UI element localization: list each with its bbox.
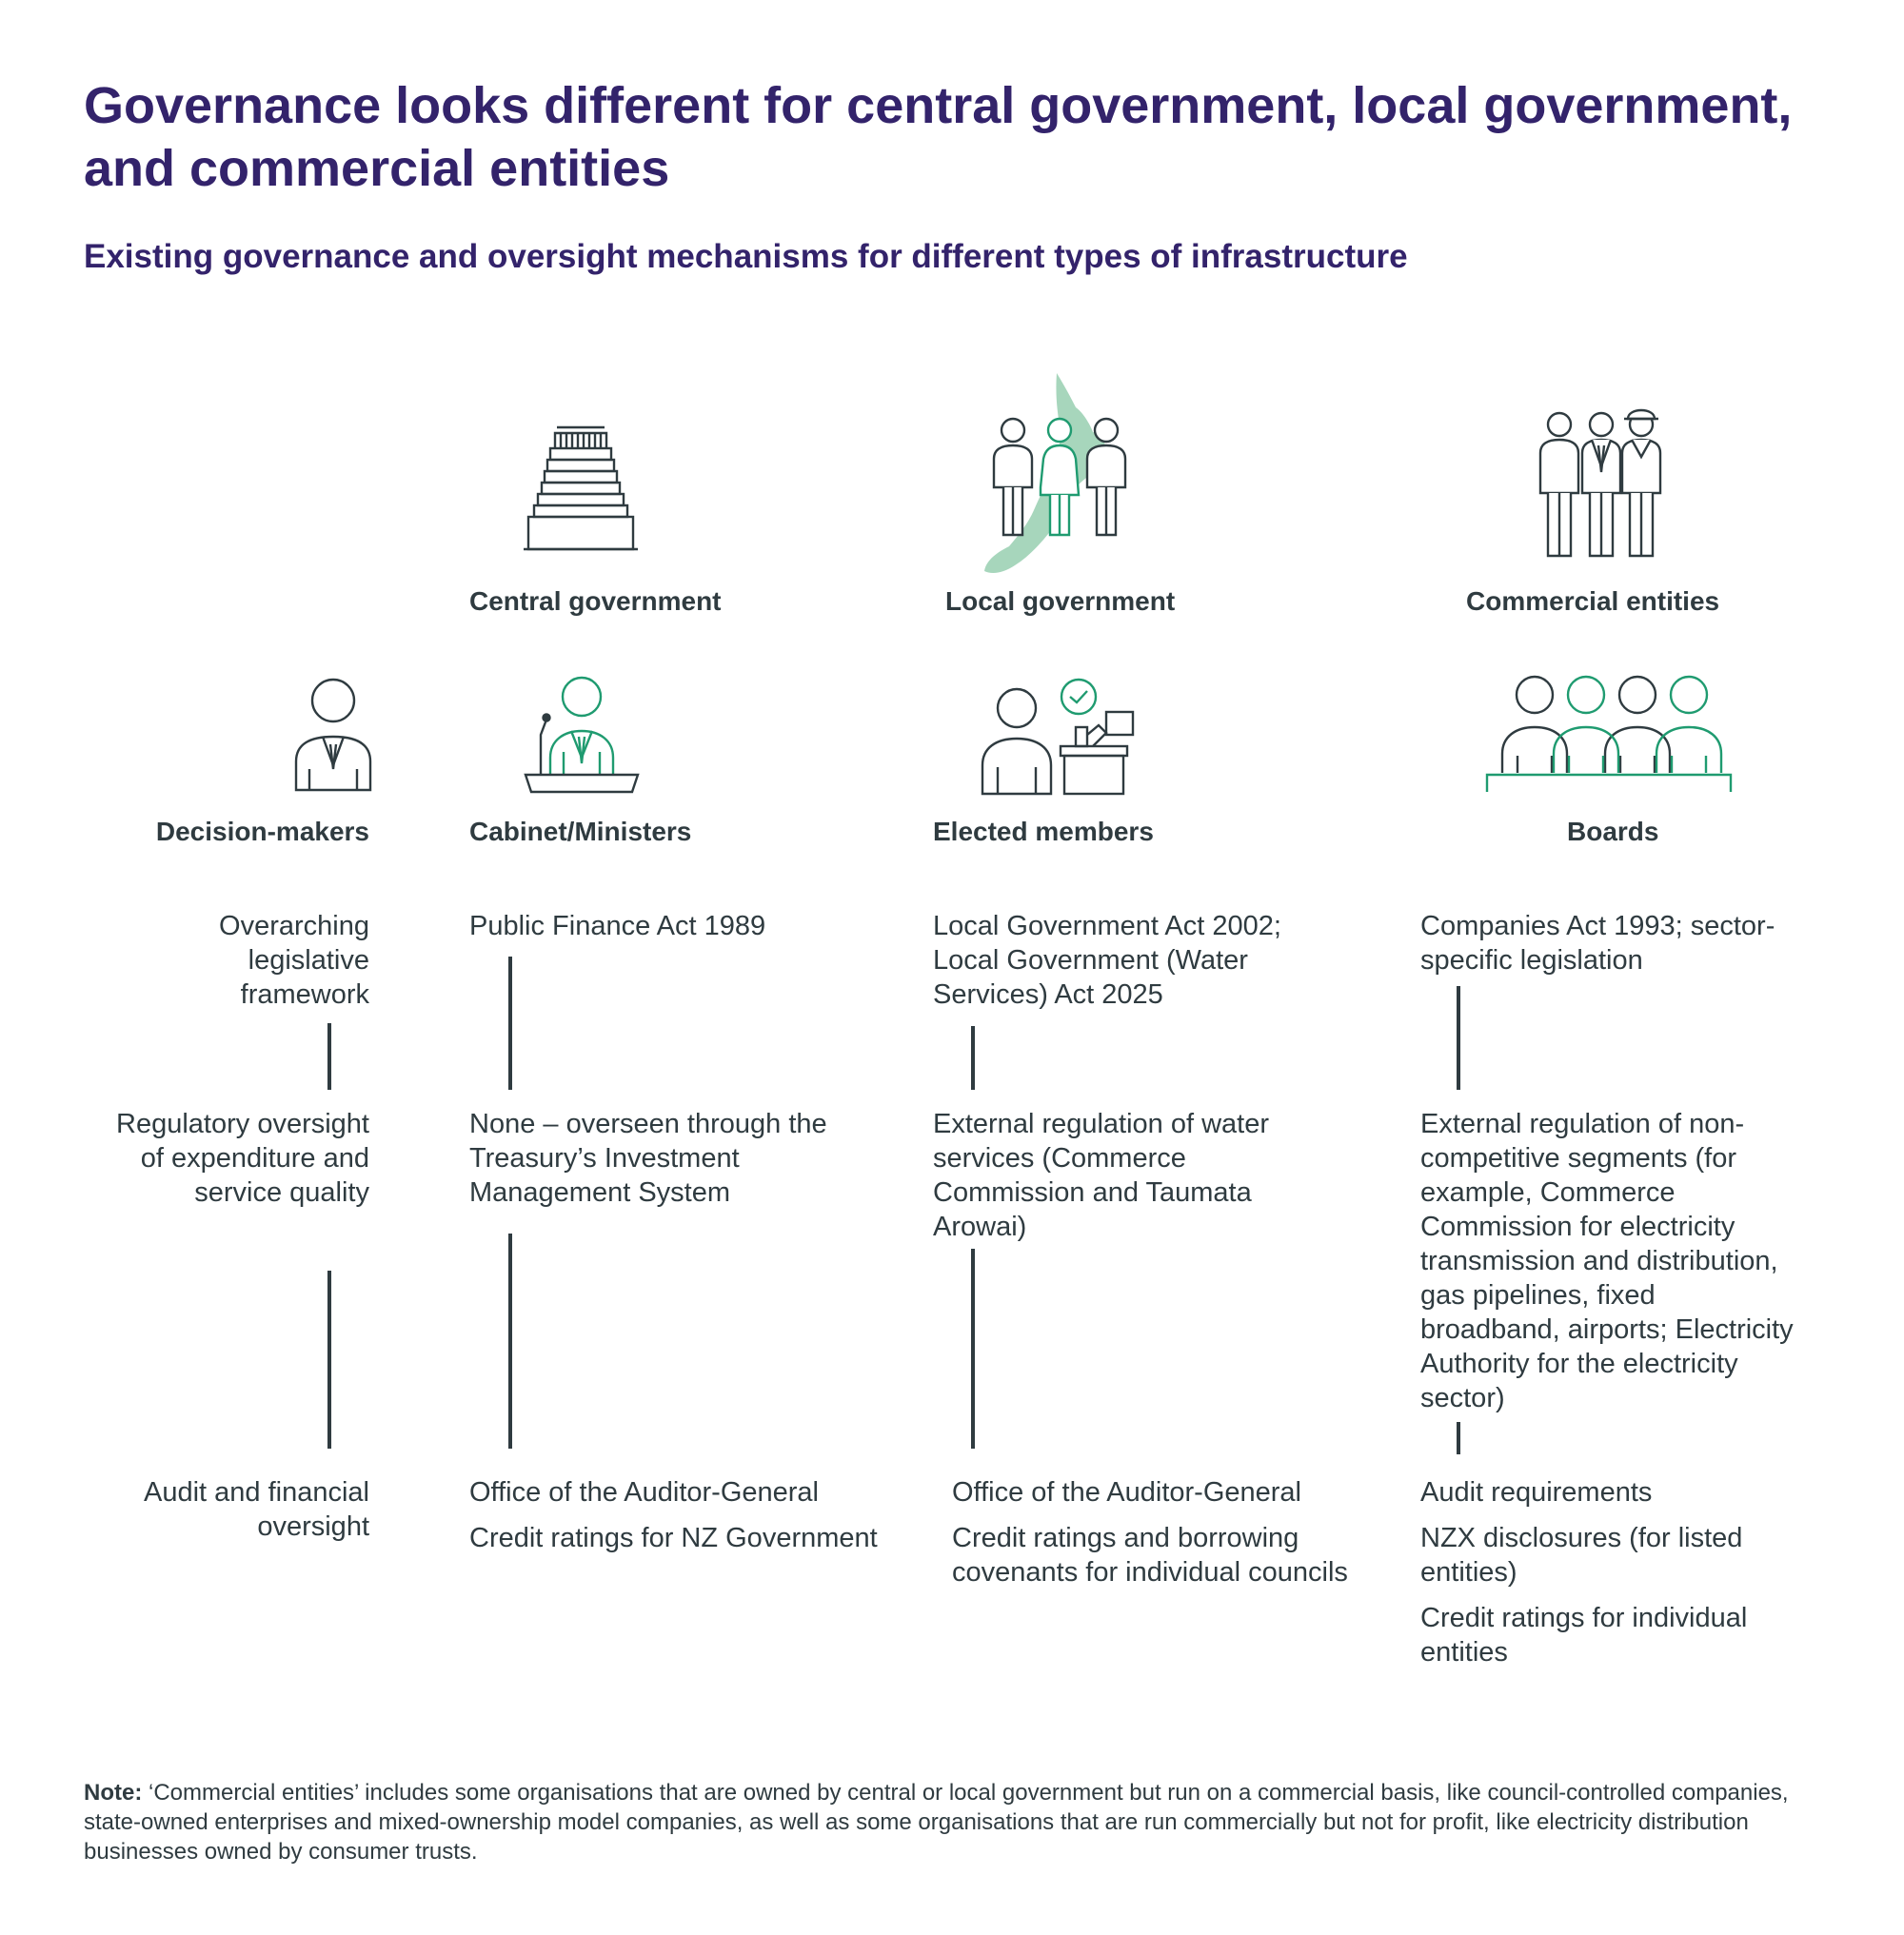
row-label-decision-makers: Decision-makers xyxy=(155,817,369,846)
audit-local xyxy=(952,1475,1352,1601)
page-title: Governance looks different for central government, local government, and commercial entities xyxy=(84,77,1793,197)
connector-line xyxy=(508,957,512,1090)
audit-commercial-item: Audit requirements xyxy=(1420,1477,1653,1508)
audit-local-item: Credit ratings and borrowing covenants for individual councils xyxy=(952,1523,1348,1588)
audit-central-item: Office of the Auditor-General xyxy=(469,1477,820,1508)
people-on-nz-map-icon xyxy=(981,371,1138,581)
connector-line xyxy=(1457,1422,1460,1454)
connector-line xyxy=(508,1234,512,1449)
row-label-legislation: Overarching legislative framework xyxy=(219,911,369,1010)
connector-line xyxy=(971,1026,975,1090)
decision-makers-central: Cabinet/Ministers xyxy=(469,817,692,846)
footnote xyxy=(84,1778,1835,1866)
connector-line xyxy=(327,1023,331,1090)
footnote-label: Note: xyxy=(84,1780,143,1806)
decision-makers-commercial: Boards xyxy=(1567,817,1659,846)
column-header-local: Local government xyxy=(945,586,1176,616)
legislation-local: Local Government Act 2002; Local Government (Water Services) Act 2025 xyxy=(933,911,1281,1010)
column-header-commercial: Commercial entities xyxy=(1466,586,1720,616)
decision-maker-icon xyxy=(290,678,376,792)
connector-line xyxy=(327,1271,331,1449)
page-subtitle: Existing governance and oversight mechanisms for different types of infrastructure xyxy=(84,238,1408,275)
decision-makers-local: Elected members xyxy=(933,817,1154,846)
parliament-beehive-icon xyxy=(519,424,643,552)
board-members-at-table-icon xyxy=(1485,674,1733,798)
audit-local-item: Office of the Auditor-General xyxy=(952,1477,1302,1508)
audit-commercial-item: Credit ratings for individual entities xyxy=(1420,1603,1748,1668)
minister-at-podium-icon xyxy=(522,676,642,795)
business-people-icon xyxy=(1533,400,1666,562)
footnote-text: ‘Commercial entities’ includes some organisations that are owned by central or local government but run on a commercial basis, like council-controlled companies, state-owned enterprises and mixed-ownership model companies, as well as some organisations that are run commercially but not for profit, like electricity distribution businesses owned by consumer trusts. xyxy=(84,1780,1789,1865)
row-label-regulation: Regulatory oversight of expenditure and service quality xyxy=(116,1109,369,1208)
audit-commercial xyxy=(1420,1475,1801,1681)
audit-central xyxy=(469,1475,879,1567)
row-label-audit: Audit and financial oversight xyxy=(144,1477,369,1542)
regulation-local: External regulation of water services (Commerce Commission and Taumata Arowai) xyxy=(933,1109,1270,1242)
audit-central-item: Credit ratings for NZ Government xyxy=(469,1523,878,1553)
connector-line xyxy=(1457,986,1460,1090)
legislation-central: Public Finance Act 1989 xyxy=(469,911,766,941)
regulation-commercial: External regulation of non-competitive segments (for example, Commerce Commission for electricity transmission and distribution, gas pipelines, fixed broadband, airports; Electricity Authority for the electricity sector) xyxy=(1420,1109,1794,1413)
regulation-central: None – overseen through the Treasury’s Investment Management System xyxy=(469,1109,827,1208)
column-header-central: Central government xyxy=(469,586,722,616)
voter-with-ballot-box-icon xyxy=(981,674,1142,798)
legislation-commercial: Companies Act 1993; sector-specific legislation xyxy=(1420,911,1775,976)
audit-commercial-item: NZX disclosures (for listed entities) xyxy=(1420,1523,1743,1588)
connector-line xyxy=(971,1249,975,1449)
